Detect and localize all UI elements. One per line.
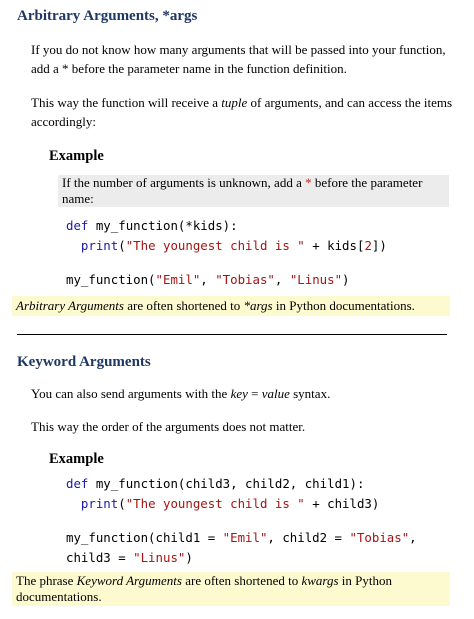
tip-kwargs: The phrase Keyword Arguments are often shortened to kwargs in Python documentations. [12, 572, 450, 606]
code-line: my_function(child1 = "Emil", child2 = "Tobias", [66, 530, 417, 545]
code-line: def my_function(*kids): [66, 218, 238, 233]
paragraph-kwargs-intro: You can also send arguments with the key = value syntax. [31, 386, 331, 401]
code-line: child3 = "Linus") [66, 550, 193, 565]
section-divider [17, 334, 447, 335]
code-block-args [66, 216, 387, 290]
section-heading-args: Arbitrary Arguments, *args [17, 8, 198, 24]
paragraph-args-intro: If you do not know how many arguments that will be passed into your function, add a * before the parameter name in the function definition. [31, 42, 446, 76]
code-line: print("The youngest child is " + kids[2]) [80, 238, 387, 253]
code-line: print("The youngest child is " + child3) [80, 496, 380, 511]
example-note: If the number of arguments is unknown, add a * before the parameter name: [58, 175, 449, 207]
code-line: my_function("Emil", "Tobias", "Linus") [66, 272, 350, 287]
section-heading-kwargs: Keyword Arguments [17, 354, 151, 370]
code-block-kwargs [66, 474, 417, 568]
code-line: def my_function(child3, child2, child1): [66, 476, 365, 491]
example-label: Example [49, 148, 104, 164]
paragraph-kwargs-order: This way the order of the arguments does not matter. [31, 419, 306, 434]
tip-args: Arbitrary Arguments are often shortened to *args in Python documentations. [12, 296, 450, 316]
example-label: Example [49, 451, 104, 467]
paragraph-args-tuple: This way the function will receive a tuple of arguments, and can access the items accordingly: [31, 95, 453, 129]
